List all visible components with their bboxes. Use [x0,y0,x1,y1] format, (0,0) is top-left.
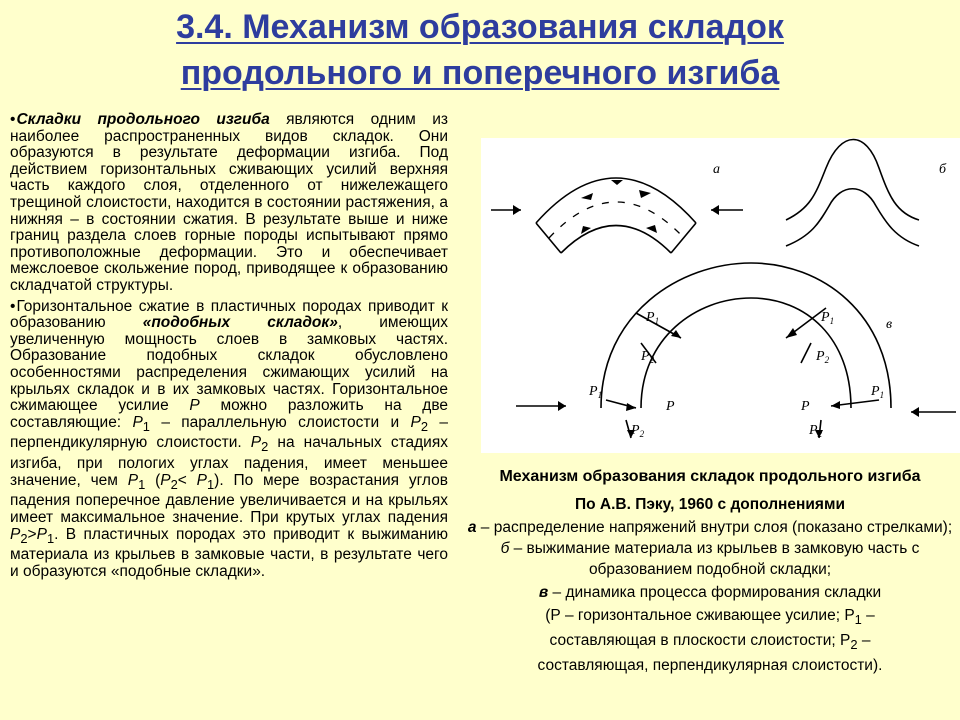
caption-text: составляющая, перпендикулярная слоистости). [537,657,883,675]
term-longitudinal-folds: Складки продольного изгиба [16,111,270,128]
label-p2-base-right: $P_2$ [809,423,823,439]
paragraph-text: ( [145,471,161,489]
subscript: 2 [850,637,858,653]
paragraph-text: , имеющих увеличенную мощность слоев в замковых частях. Образование подобных складок обусловлено особенностями распределения сжимающих усилий на крыльях складок и в их замковых частях. Горизонтальное сжимающее усилие [10,314,448,415]
symbol-p1: Р [36,525,47,543]
paragraph-text: < [177,471,197,489]
label-p-left: P [666,399,675,414]
label-p1-right: $P_1$ [821,310,835,326]
title-line-1: 3.4. Механизм образования складок [176,8,784,46]
caption-title: Механизм образования складок продольного изгиба [499,468,921,485]
label-p1-base-right: $P_1$ [871,384,885,400]
label-p1-left: $P_1$ [646,310,660,326]
term-similar-folds: «подобных складок» [142,314,338,332]
paragraph-similar-folds [10,299,448,581]
label-v: в [886,317,893,332]
caption-text: – [861,607,875,624]
caption-legend [462,605,958,676]
label-b: б [939,162,947,177]
symbol-p1: Р [196,471,207,489]
symbol-p1: Р [127,471,139,489]
symbol-p2: Р [410,413,421,431]
symbol-p: Р [189,397,200,415]
caption-author: По А.В. Пэку, 1960 с дополнениями [575,496,845,513]
caption-letter-v: в [538,584,549,601]
body-text [10,112,448,584]
subscript: 2 [261,439,269,455]
bullet: • [10,297,16,315]
caption-text: (Р – горизонтальное сживающее усилие; Р [545,607,855,624]
subscript: 1 [46,530,55,546]
subscript: 2 [420,418,429,434]
subscript: 1 [206,476,215,492]
paragraph-text: – перпендикулярную слоистости. [10,413,448,452]
paragraph-text: можно разложить на две составляющие: [10,397,449,431]
subscript: 2 [20,530,28,546]
caption-text: – [857,632,871,650]
paragraph-longitudinal-folds [10,112,448,295]
subscript: 1 [854,612,862,628]
caption-letter-a: а [467,519,477,536]
subscript: 1 [142,418,150,434]
caption-item-a [462,517,958,580]
paragraph-text: – параллельную слоистости и [149,413,411,431]
label-p2-right: $P_2$ [816,349,830,365]
figure-caption [462,466,958,676]
arch-outer [601,263,891,408]
page-title [0,4,960,96]
layer-outer-arc [536,178,696,223]
label-a: а [713,162,720,177]
label-p2-base-left: $P_2$ [631,423,645,439]
label-p1-base-left: $P_1$ [589,384,603,400]
title-line-2: продольного и поперечного изгиба [180,54,780,92]
paragraph-text: . В пластичных породах это приводит к выжиманию материала из крыльев в замковые части, в результате чего и образуются «подобные складки». [10,525,448,580]
caption-item-v [462,582,958,603]
fold-diagram [481,138,960,453]
symbol-p2: Р [250,434,262,452]
bullet: • [10,111,16,128]
caption-text: – динамика процесса формирования складки [548,584,882,601]
symbol-p2: Р [10,525,21,543]
caption-text: – выжимание материала из крыльев в замковую часть с образованием подобной складки; [509,540,920,578]
label-p-right: P [801,399,810,414]
label-p2-left: $P_2$ [641,349,655,365]
symbol-p2: Р [160,471,171,489]
caption-text: – распределение напряжений внутри слоя (показано стрелками); [476,519,953,536]
subscript: 2 [170,476,178,492]
fold-curve-upper [786,140,919,221]
layer-middle-arc [549,202,684,238]
paragraph-text: ). По мере возрастания углов падения поперечное давление увеличивается и на крыльях имеет максимальное значение. При крутых углах падения [10,471,449,526]
subscript: 1 [138,476,146,492]
fold-curve-lower [786,189,919,246]
symbol-p1: Р [132,413,143,431]
paragraph-text: > [27,525,37,543]
caption-letter-b: б [500,540,510,557]
paragraph-text: Горизонтальное сжатие в пластичных породах приводит к образованию [10,297,448,332]
caption-text: составляющая в плоскости слоистости; Р [549,632,851,650]
paragraph-text: являются одним из наиболее распространенных видов складок. Они образуются в результате деформации изгиба. Под действием горизонтальных сживающих усилий верхняя часть каждого слоя, отделенного от нижележащего трещиной слоистости, находится в состоянии растяжения, а нижняя – в состоянии сжатия. В результате выше и ниже границ раздела слоев горные породы испытывают прямо противоположные деформации. Это и обеспечивает межслоевое скольжение пород, приводящее к образованию складчатой структуры. [10,111,448,294]
paragraph-text: на начальных стадиях изгиба, при пологих углах падения, имеет меньшее значение, чем [10,434,448,489]
fold-diagram-svg [481,138,960,453]
